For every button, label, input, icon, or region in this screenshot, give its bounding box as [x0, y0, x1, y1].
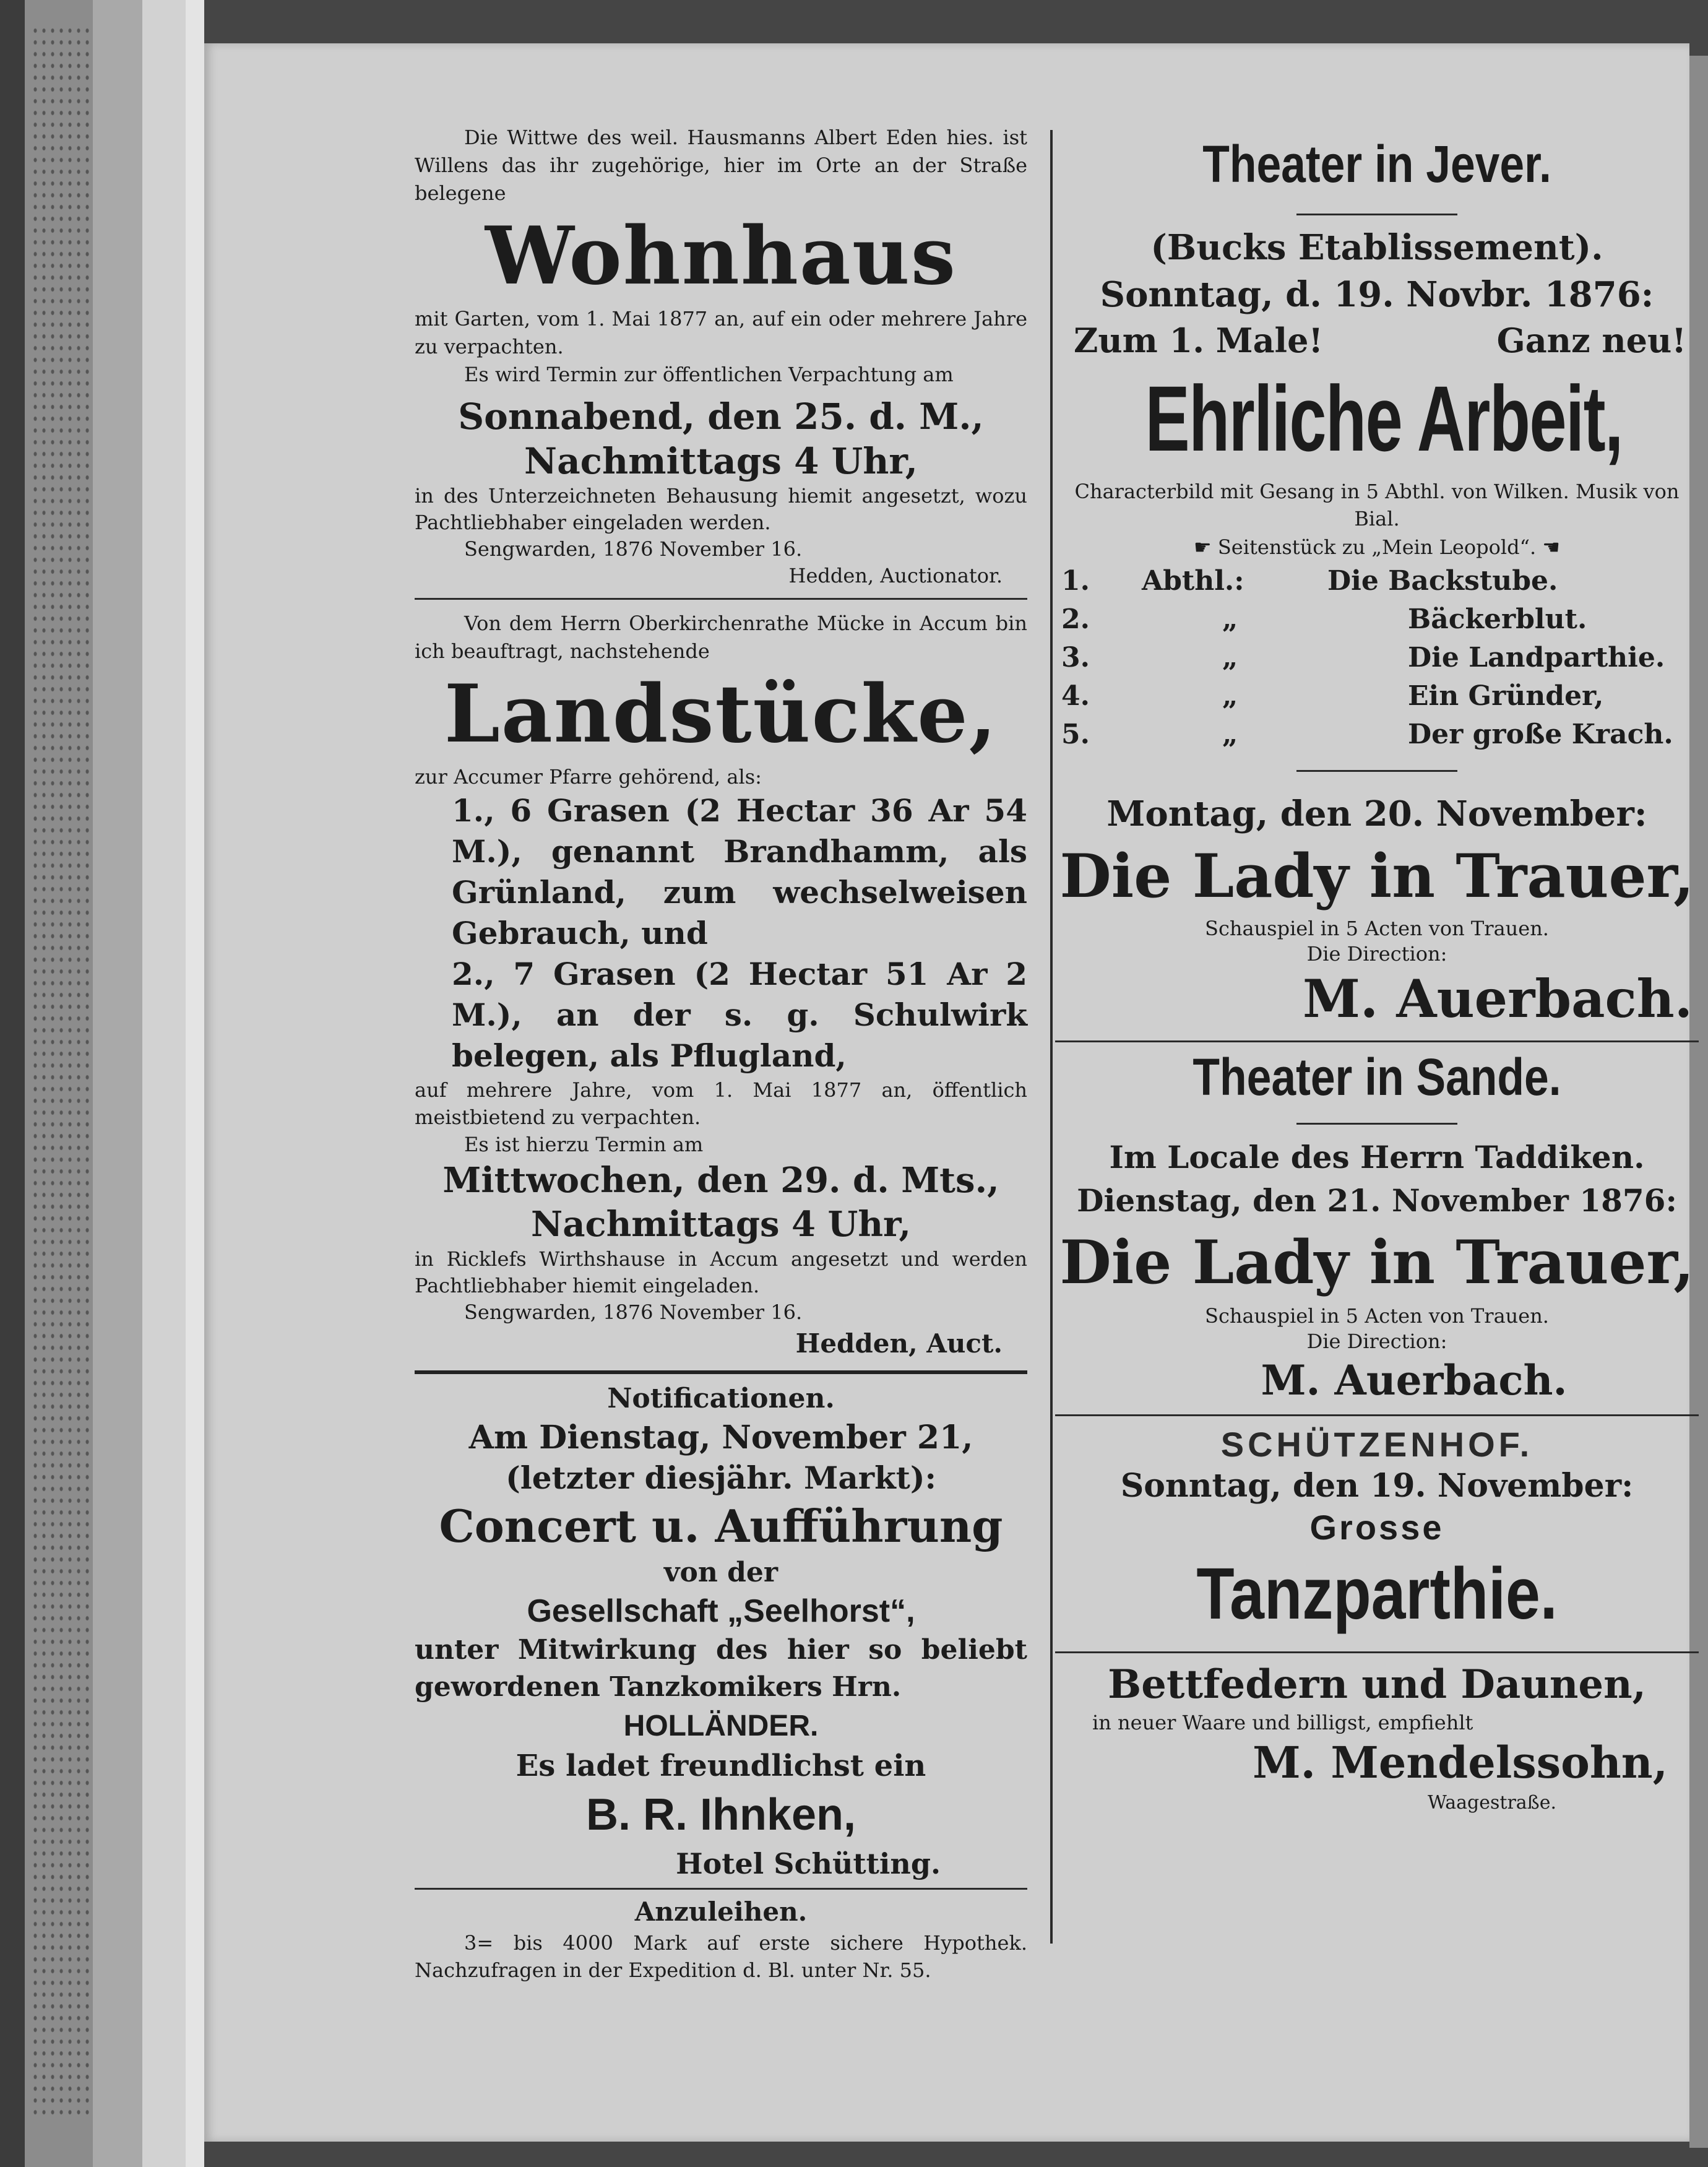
pointing-hand-icon: ☛	[1194, 535, 1218, 559]
venue-title: SCHÜTZENHOF.	[1220, 1425, 1533, 1464]
ad-society: Gesellschaft „Seelhorst“,	[527, 1593, 915, 1629]
act-title: Die Backstube.	[1327, 565, 1558, 597]
ad-place: in Ricklefs Wirthshause in Accum angesetzt und werden Pachtliebhaber hiemit eingeladen.	[415, 1247, 1027, 1297]
theater-venue: Im Locale des Herrn Taddiken.	[1109, 1139, 1645, 1175]
performance-date-2: Montag, den 20. November:	[1106, 794, 1647, 834]
ad-item-1: 1., 6 Grasen (2 Hectar 36 Ar 54 M.), genannt Brandhamm, als Grünland, zum wechselweisen Gebrauch, und	[452, 792, 1027, 951]
ad-dateline: Sengwarden, 1876 November 16.	[464, 537, 803, 561]
performance-date: Dienstag, den 21. November 1876:	[1077, 1182, 1677, 1219]
pointing-hand-icon: ☚	[1536, 535, 1560, 559]
premiere-line	[1055, 318, 1699, 363]
act-number: 2.	[1061, 603, 1090, 635]
event-grosse: Grosse	[1309, 1508, 1444, 1547]
ad-body: 3= bis 4000 Mark auf erste sichere Hypothek. Nachzufragen in der Expedition d. Bl. unter Nr. 55.	[415, 1931, 1027, 1982]
performance-date: Sonntag, d. 19. Novbr. 1876:	[1100, 274, 1654, 315]
act-row	[1061, 677, 1699, 716]
ad-headline: Wohnhaus	[485, 210, 957, 303]
direction-label: Die Direction:	[1306, 942, 1447, 966]
ad-intro: Die Wittwe des weil. Hausmanns Albert Eden hies. ist Willens das ihr zugehörige, hier im Orte an der Straße belegene	[415, 126, 1027, 205]
act-number: 4.	[1061, 680, 1090, 712]
ad-body: in neuer Waare und billigst, empfiehlt	[1092, 1711, 1473, 1734]
ad-heading: Anzuleihen.	[634, 1897, 808, 1927]
act-number: 5.	[1061, 719, 1090, 750]
theater-title: Theater in Jever.	[1202, 135, 1551, 193]
ad-schuetzenhof	[1055, 1424, 1699, 1653]
play-description: Characterbild mit Gesang in 5 Abthl. von Wilken. Musik von Bial.	[1074, 480, 1680, 530]
short-rule	[1296, 770, 1457, 772]
ad-headline: Landstücke,	[444, 668, 998, 761]
ad-dateline: Sengwarden, 1876 November 16.	[464, 1300, 803, 1324]
ad-theater-sande	[1055, 1046, 1699, 1416]
theater-venue: (Bucks Etablissement).	[1150, 227, 1603, 268]
play-description-2: Schauspiel in 5 Acten von Trauen.	[1205, 917, 1549, 940]
column-divider	[1050, 130, 1053, 1944]
ad-signature: Hedden, Auct.	[795, 1328, 1003, 1359]
ad-theater-jever	[1055, 133, 1699, 1042]
ad-termin: Es wird Termin zur öffentlichen Verpachtung am	[464, 363, 954, 386]
act-label: „	[1222, 719, 1238, 750]
act-title: Der große Krach.	[1408, 719, 1673, 750]
ad-bettfedern	[1055, 1659, 1699, 1815]
left-column	[204, 77, 1027, 1984]
play-title: Ehrliche Arbeit,	[1145, 366, 1623, 470]
ad-sub: zur Accumer Pfarre gehörend, als:	[415, 765, 762, 789]
ad-item-2: 2., 7 Grasen (2 Hectar 51 Ar 2 M.), an der s. g. Schulwirk belegen, als Pflugland,	[452, 956, 1027, 1074]
ad-landstuecke	[204, 610, 1027, 1374]
act-row	[1061, 562, 1699, 600]
direction-label: Die Direction:	[1306, 1330, 1447, 1353]
ad-anzuleihen	[204, 1895, 1027, 1984]
premiere-note: Zum 1. Male!	[1074, 321, 1324, 360]
companion-text: Seitenstück zu „Mein Leopold“.	[1217, 535, 1537, 559]
merchant-name: M. Mendelssohn,	[1253, 1737, 1668, 1788]
short-rule	[1296, 214, 1457, 215]
ad-note: (letzter diesjähr. Markt):	[506, 1460, 936, 1496]
act-label: Abthl.:	[1142, 565, 1244, 597]
ad-date: Am Dienstag, November 21,	[468, 1419, 973, 1456]
act-label: „	[1222, 680, 1238, 712]
event-date: Sonntag, den 19. November:	[1120, 1467, 1634, 1505]
short-rule	[1296, 1123, 1457, 1125]
ad-date: Sonnabend, den 25. d. M.,	[458, 396, 984, 438]
ad-body: auf mehrere Jahre, vom 1. Mai 1877 an, öffentlich meistbietend zu verpachten.	[415, 1078, 1027, 1129]
new-note: Ganz neu!	[1496, 321, 1686, 360]
separator	[415, 598, 1027, 600]
separator	[415, 1888, 1027, 1890]
ad-signature: Hedden, Auctionator.	[788, 564, 1003, 587]
act-title: Die Landparthie.	[1408, 642, 1665, 673]
play-description: Schauspiel in 5 Acten von Trauen.	[1205, 1304, 1549, 1328]
ad-intro: Von dem Herrn Oberkirchenrathe Mücke in Accum bin ich beauftragt, nachstehende	[415, 612, 1027, 663]
act-label: „	[1222, 603, 1238, 635]
director-name: M. Auerbach.	[1302, 968, 1693, 1029]
ad-hotel: Hotel Schütting.	[676, 1847, 941, 1880]
ad-von: von der	[663, 1557, 779, 1588]
book-edge	[0, 0, 204, 2167]
event-title: Tanzparthie.	[1196, 1553, 1558, 1635]
separator	[1055, 1040, 1699, 1042]
ad-body: mit Garten, vom 1. Mai 1877 an, auf ein oder mehrere Jahre zu verpachten.	[415, 307, 1027, 358]
ad-time: Nachmittags 4 Uhr,	[524, 440, 918, 482]
ad-place: in des Unterzeichneten Behausung hiemit angesetzt, wozu Pachtliebhaber eingeladen werden.	[415, 484, 1027, 534]
right-column	[1055, 77, 1699, 1815]
separator	[1055, 1651, 1699, 1653]
ad-host: B. R. Ihnken,	[585, 1790, 856, 1840]
edge-speckle	[31, 25, 90, 2117]
ad-concert	[204, 1380, 1027, 1890]
ad-termin: Es ist hierzu Termin am	[464, 1133, 704, 1156]
ad-wohnhaus	[204, 124, 1027, 600]
ad-invite: Es ladet freundlichst ein	[515, 1749, 926, 1783]
act-row	[1061, 639, 1699, 677]
separator	[415, 1370, 1027, 1374]
ad-title: Concert u. Aufführung	[439, 1500, 1003, 1552]
ad-name: HOLLÄNDER.	[623, 1710, 819, 1742]
act-row	[1061, 600, 1699, 639]
ad-heading: Notificationen.	[607, 1383, 835, 1414]
ad-time: Nachmittags 4 Uhr,	[531, 1204, 911, 1245]
act-title: Bäckerblut.	[1408, 603, 1587, 635]
play-title: Die Lady in Trauer,	[1059, 1227, 1694, 1297]
act-number: 1.	[1061, 565, 1090, 597]
act-row	[1061, 716, 1699, 754]
ad-body: unter Mitwirkung des hier so beliebt gewordenen Tanzkomikers Hrn.	[415, 1634, 1027, 1703]
theater-title: Theater in Sande.	[1193, 1048, 1561, 1106]
companion-line	[1055, 532, 1699, 562]
merchant-street: Waagestraße.	[1428, 1792, 1556, 1814]
play-title-2: Die Lady in Trauer,	[1059, 841, 1694, 911]
act-label: „	[1222, 642, 1238, 673]
acts-list	[1055, 562, 1699, 754]
ad-date: Mittwochen, den 29. d. Mts.,	[442, 1160, 999, 1201]
act-number: 3.	[1061, 642, 1090, 673]
act-title: Ein Gründer,	[1408, 680, 1604, 712]
ad-title: Bettfedern und Daunen,	[1108, 1661, 1646, 1708]
director-name: M. Auerbach.	[1261, 1356, 1568, 1404]
separator	[1055, 1414, 1699, 1416]
